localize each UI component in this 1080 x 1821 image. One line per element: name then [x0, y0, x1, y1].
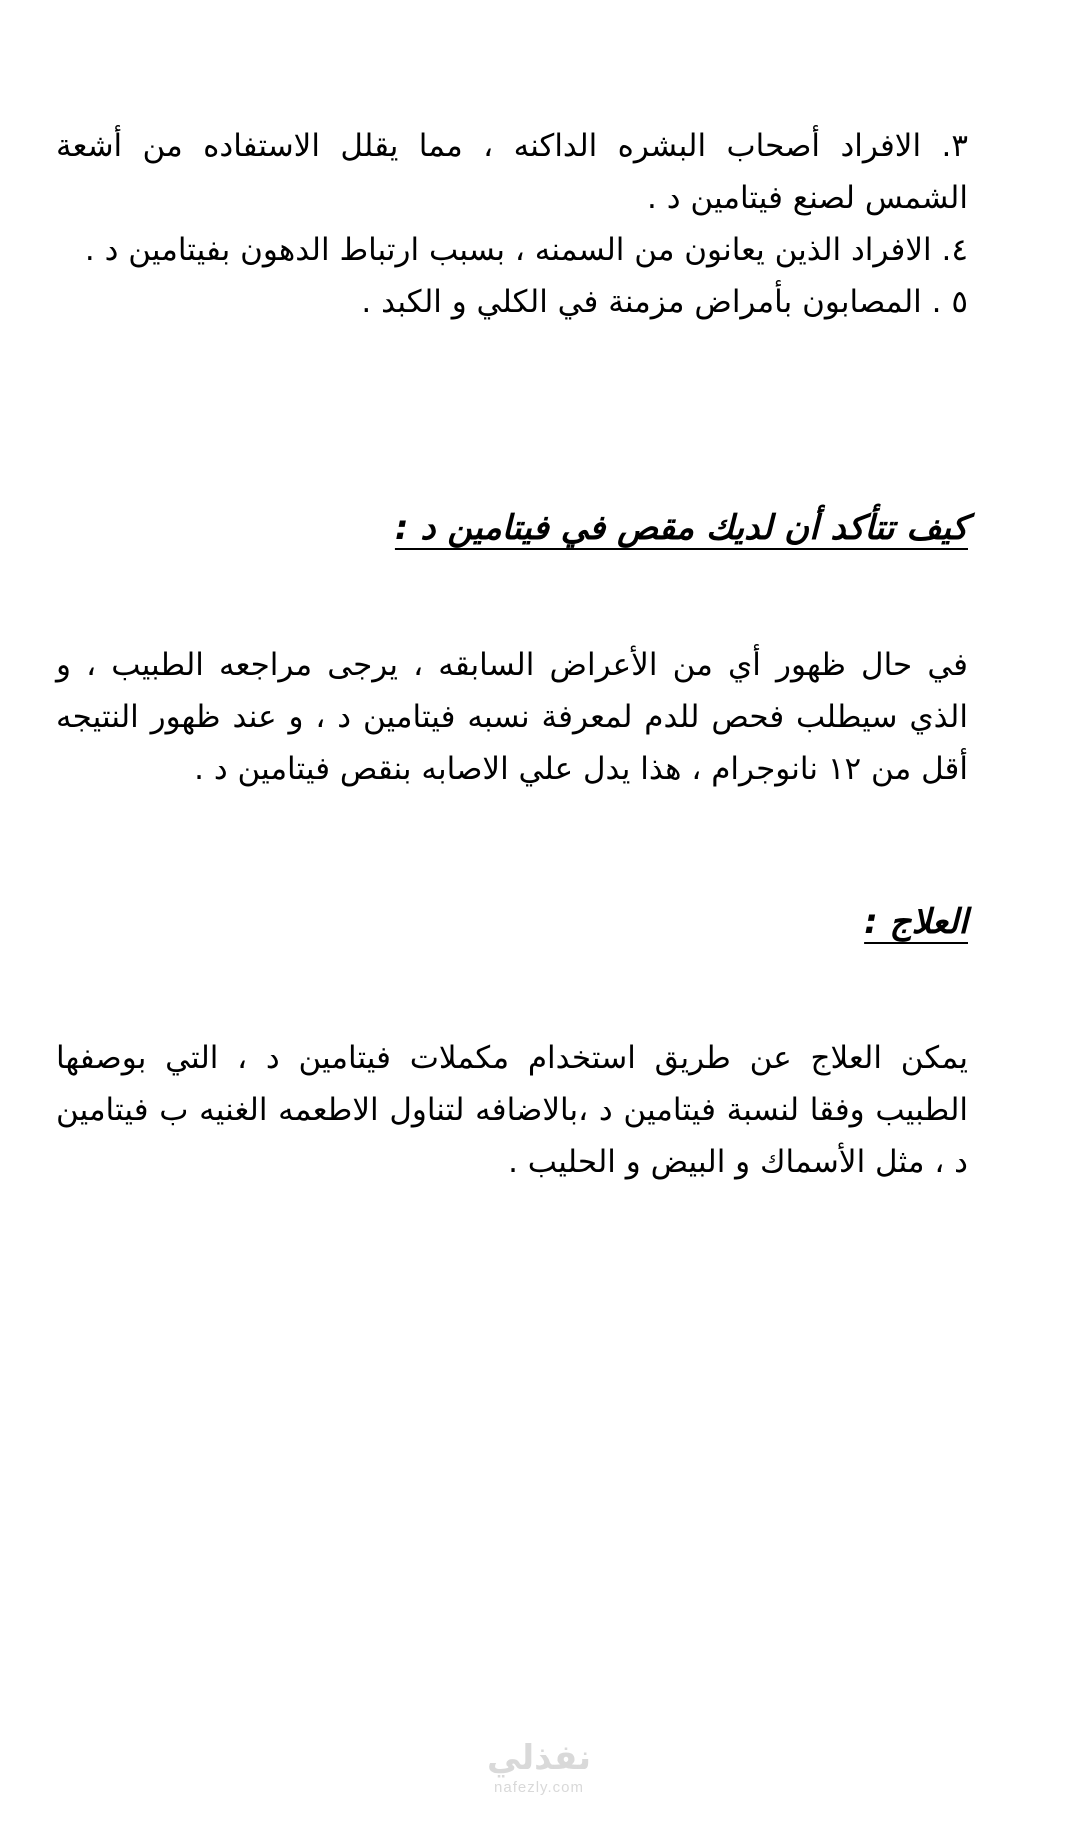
diagnosis-text: في حال ظهور أي من الأعراض السابقه ، يرجى مراجعه الطبيب ، و الذي سيطلب فحص للدم لمعرفة نسبه فيتامين د ، و عند ظهور النتيجه أقل من ١٢ نانوجرام ، هذا يدل علي الاصابه بنقص فيتامين د .	[56, 647, 968, 787]
nafezly-watermark-logo	[472, 1738, 606, 1810]
treatment-paragraph	[56, 1032, 968, 1188]
treatment-heading: العلاج :	[864, 902, 968, 942]
watermark-brand: نفذلي	[486, 1738, 592, 1778]
diagnosis-heading: كيف تتأكد أن لديك مقص في فيتامين د :	[394, 508, 968, 548]
list-item: ٤. الافراد الذين يعانون من السمنه ، بسبب ارتباط الدهون بفيتامين د .	[84, 232, 968, 268]
list-item: ٣. الافراد أصحاب البشره الداكنه ، مما يقلل الاستفاده من أشعة الشمس لصنع فيتامين د .	[56, 128, 968, 216]
list-item: ٥ . المصابون بأمراض مزمنة في الكلي و الكبد .	[361, 284, 968, 320]
watermark-url: nafezly.com	[494, 1779, 584, 1796]
diagnosis-paragraph	[56, 639, 968, 795]
risk-groups-list	[56, 120, 968, 328]
treatment-text: يمكن العلاج عن طريق استخدام مكملات فيتامين د ، التي بوصفها الطبيب وفقا لنسبة فيتامين د ،بالاضافه لتناول الاطعمه الغنيه ب فيتامين د ، مثل الأسماك و البيض و الحليب .	[56, 1040, 968, 1180]
